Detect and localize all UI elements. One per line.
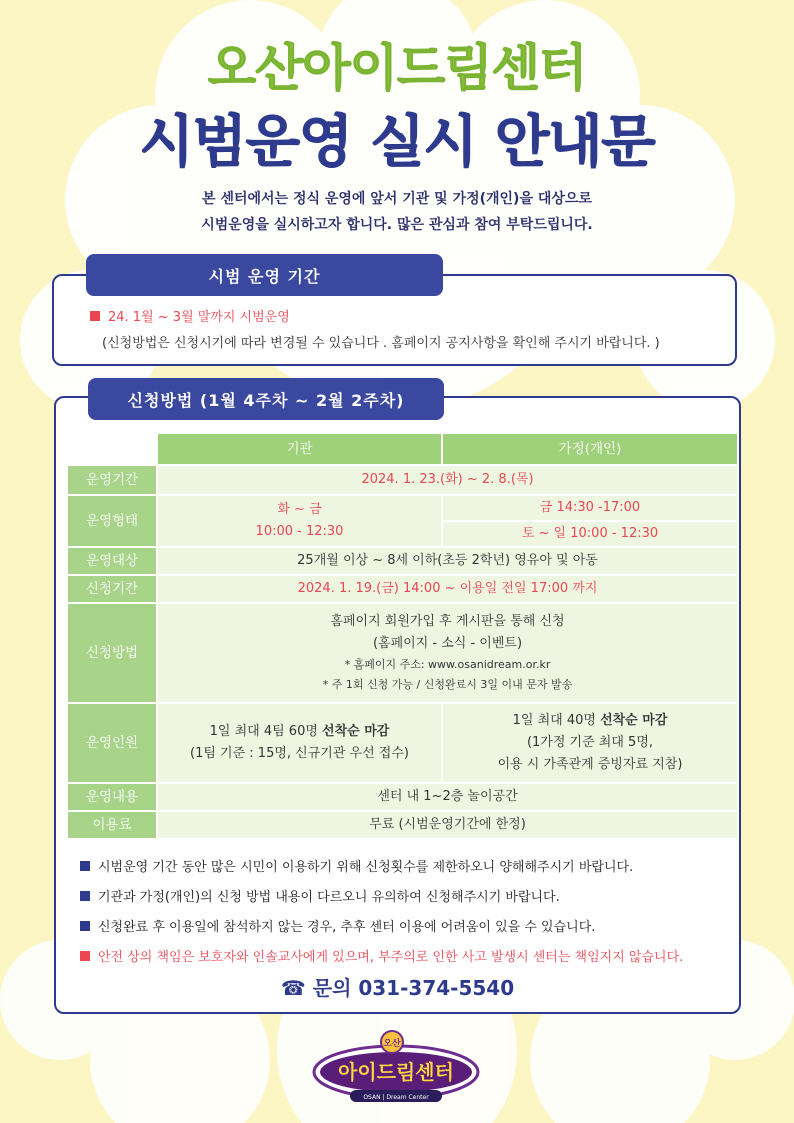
capacity-org-first-come: 선착순 마감 [322,724,390,739]
contact-text: 문의 031-374-5540 [312,976,515,1000]
contact-line [56,972,739,1001]
table-row [67,575,738,603]
apply-info-table [66,432,739,840]
list-item [80,943,683,973]
logo-small-text: 오산 [383,1039,401,1049]
center-name-title: 오산아이드림센터 [207,39,587,97]
list-item [80,883,683,913]
header-org: 기관 [157,433,442,465]
list-item [80,853,683,883]
table-row [67,783,738,811]
period-value: 2024. 1. 23.(화) ~ 2. 8.(목) [157,465,738,495]
phone-icon: ☎ [280,976,306,1000]
row-label-fee: 이용료 [67,811,157,839]
note-text: 시범운영 기간 동안 많은 시민이 이용하기 위해 신청횟수를 제한하오니 양해해주시기 바랍니다. [98,860,634,875]
page-title: 시범운영 실시 안내문 [139,110,655,175]
row-label-type: 운영형태 [67,495,157,547]
method-value [157,603,738,703]
method-limit-note: * 주 1회 신청 가능 / 신청완료시 3일 이내 문자 발송 [322,678,573,691]
blue-square-bullet-icon [80,861,90,871]
capacity-org-count: 1일 최대 4팀 60명 [209,724,323,739]
row-label-period: 운영기간 [67,465,157,495]
capacity-family-line2: (1가정 기준 최대 5명, [526,735,654,750]
type-org-hours: 10:00 - 12:30 [255,524,344,539]
period-main-line [90,306,290,325]
apply-section-tab: 신청방법 (1월 4주차 ~ 2월 2주차) [88,378,444,420]
row-label-target: 운영대상 [67,547,157,575]
row-label-apply-period: 신청기간 [67,575,157,603]
period-note-text: (신청방법은 신청시기에 따라 변경될 수 있습니다 . 홈페이지 공지사항을 확인해 주시기 바랍니다. ) [102,336,660,351]
table-row [67,547,738,575]
content-value: 센터 내 1~2층 놀이공간 [157,783,738,811]
warning-note-text: 안전 상의 책임은 보호자와 인솔교사에게 있으며, 부주의로 인한 사고 발생시 센터는 책임지지 않습니다. [98,950,684,965]
intro-line-2: 시범운영을 실시하고자 합니다. 많은 관심과 참여 부탁드립니다. [201,217,593,233]
list-item [80,913,683,943]
capacity-family-line1 [443,710,737,732]
capacity-family-line3: 이용 시 가족관계 증빙자료 지참) [497,757,683,772]
note-text: 기관과 가정(개인)의 신청 방법 내용이 다르오니 유의하여 신청해주시기 바랍니다. [98,890,560,905]
red-square-bullet-icon [80,951,90,961]
capacity-org-value [157,703,442,783]
row-label-method: 신청방법 [67,603,157,703]
note-text: 신청완료 후 이용일에 참석하지 않는 경우, 추후 센터 이용에 어려움이 있을 수 있습니다. [98,920,596,935]
blue-square-bullet-icon [80,891,90,901]
row-label-content: 운영내용 [67,783,157,811]
red-square-bullet-icon [90,311,100,321]
intro-text [0,186,794,238]
capacity-family-first-come: 선착순 마감 [600,713,668,728]
table-row [67,703,738,783]
fee-value: 무료 (시범운영기간에 한정) [157,811,738,839]
target-value: 25개월 이상 ~ 8세 이하(초등 2학년) 영유아 및 아동 [157,547,738,575]
capacity-org-line2: (1팀 기준 : 15명, 신규기관 우선 접수) [190,746,409,761]
notes-list [80,853,683,973]
table-row [67,811,738,839]
blue-square-bullet-icon [80,921,90,931]
type-family-line1: 금 14:30 -17:00 [442,495,738,521]
logo-main-text: 아이드림센터 [338,1060,454,1084]
period-main-text: 24. 1월 ~ 3월 말까지 시범운영 [108,310,290,325]
table-row [67,495,738,521]
intro-line-1: 본 센터에서는 정식 운영에 앞서 기관 및 가정(개인)을 대상으로 [202,191,592,207]
center-logo [306,1028,486,1108]
header-family: 가정(개인) [442,433,738,465]
type-org-value [157,495,442,547]
type-org-days: 화 ~ 금 [277,502,322,517]
row-label-capacity: 운영인원 [67,703,157,783]
capacity-family-count: 1일 최대 40명 [512,713,601,728]
table-row [67,603,738,703]
type-family-line2: 토 ~ 일 10:00 - 12:30 [442,521,738,547]
period-section-tab: 시범 운영 기간 [86,254,443,296]
table-header-row [67,433,738,465]
apply-section-panel [54,396,741,1014]
method-homepage-address: * 홈페이지 주소: www.osanidream.or.kr [344,658,551,671]
apply-period-value: 2024. 1. 19.(금) 14:00 ~ 이용일 전일 17:00 까지 [157,575,738,603]
capacity-family-value [442,703,738,783]
table-row [67,465,738,495]
capacity-org-line1 [158,721,441,743]
logo-sub-text: OSAN | Dream Center [363,1094,429,1101]
method-line-1: 홈페이지 회원가입 후 게시판을 통해 신청 [330,614,565,629]
method-line-2: (홈페이지 - 소식 - 이벤트) [372,636,523,651]
